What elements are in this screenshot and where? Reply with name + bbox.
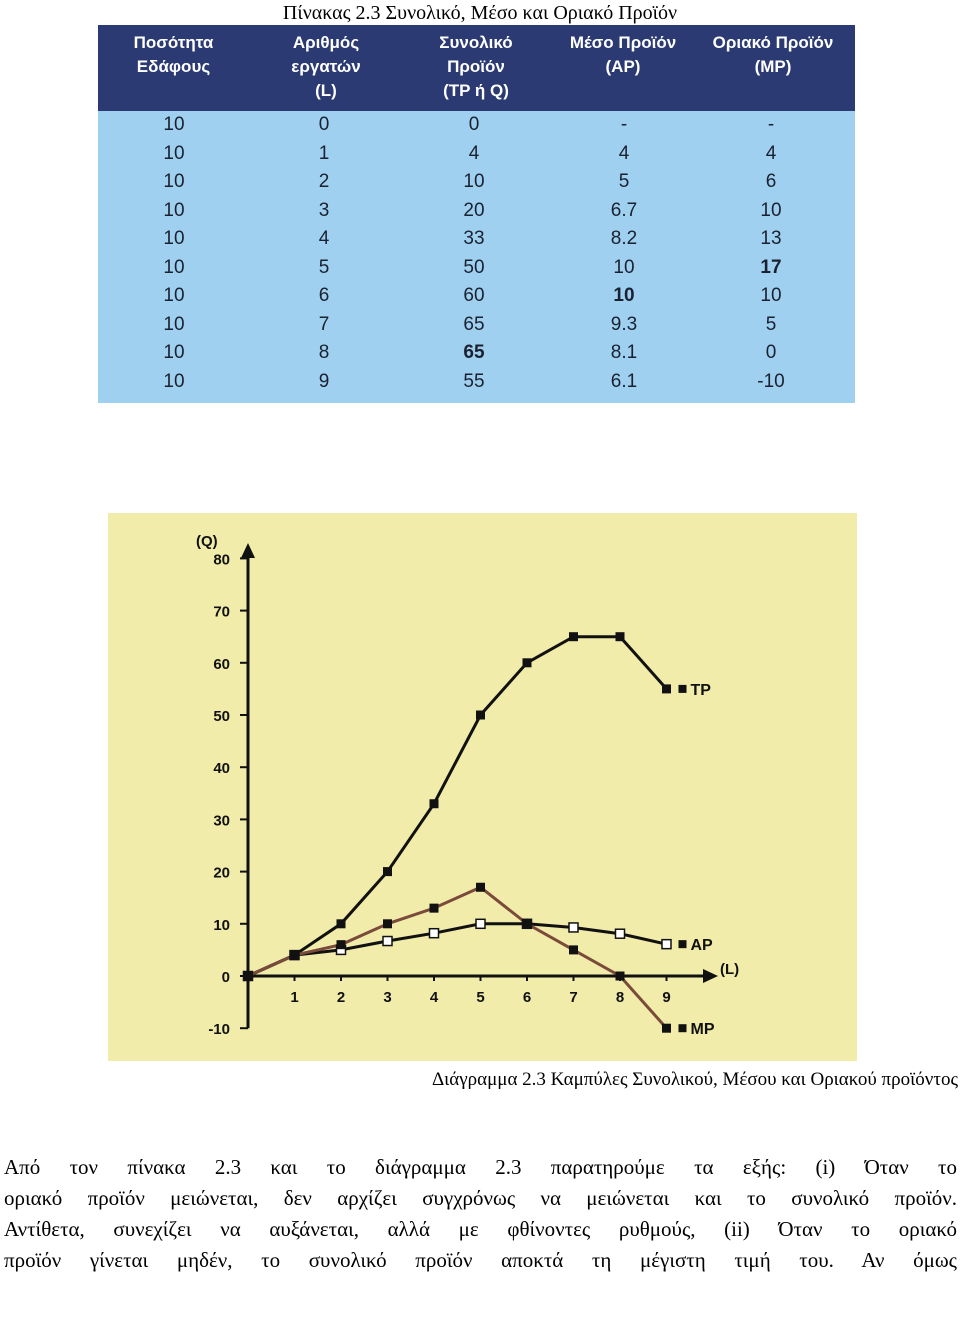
data-point-mp bbox=[662, 1024, 671, 1033]
series-label-ap: AP bbox=[690, 937, 713, 955]
data-point-tp bbox=[337, 919, 346, 928]
table-cell: 3 bbox=[318, 199, 330, 221]
table-cell: 17 bbox=[760, 256, 782, 278]
table-row bbox=[98, 225, 855, 253]
table-cell: 10 bbox=[163, 370, 185, 392]
y-tick-label: 30 bbox=[213, 812, 230, 830]
table-cell: 10 bbox=[760, 285, 782, 306]
data-point-mp bbox=[244, 972, 253, 981]
series-label-tp: TP bbox=[690, 681, 711, 699]
data-point-mp bbox=[290, 951, 299, 960]
table-cell: 8.2 bbox=[610, 228, 638, 249]
x-tick-label: 7 bbox=[569, 989, 578, 1006]
y-tick-label: 50 bbox=[213, 708, 230, 725]
data-point-mp bbox=[476, 883, 485, 892]
x-axis-label: (L) bbox=[720, 961, 740, 978]
data-point-tp bbox=[383, 867, 392, 876]
table-cell: 60 bbox=[463, 285, 485, 306]
paragraph-line: Από τον πίνακα 2.3 και το διάγραμμα 2.3 παρατηρούμε τα εξής: (i) Όταν το bbox=[4, 1155, 957, 1179]
table-cell: 13 bbox=[760, 228, 782, 249]
table-cell: 7 bbox=[318, 313, 330, 335]
y-tick-label: -10 bbox=[208, 1021, 230, 1039]
table-cell: 10 bbox=[613, 285, 635, 306]
table-cell: 55 bbox=[463, 370, 485, 392]
table-row bbox=[98, 368, 855, 396]
table-cell: 65 bbox=[463, 342, 485, 363]
y-axis-label: (Q) bbox=[196, 533, 218, 550]
table-cell: 5 bbox=[618, 171, 630, 192]
table-cell: 33 bbox=[463, 228, 485, 249]
table-cell: 10 bbox=[163, 285, 185, 306]
header-average-product: Μέσο Προϊόν (AP) bbox=[569, 33, 677, 76]
y-tick-label: 10 bbox=[213, 916, 230, 934]
table-header bbox=[98, 25, 855, 111]
table-cell: 10 bbox=[163, 342, 185, 363]
table-cell: 2 bbox=[318, 171, 330, 192]
table-cell: 10 bbox=[163, 142, 185, 164]
table-cell: 10 bbox=[163, 114, 185, 135]
table-cell: 65 bbox=[463, 313, 485, 335]
paragraph-line: προϊόν γίνεται μηδέν, το συνολικό προϊόν αποκτά τη μέγιστη τιμή του. Αν όμως bbox=[4, 1248, 957, 1272]
table-cell: 8.1 bbox=[610, 342, 638, 363]
y-tick-label: 40 bbox=[213, 760, 230, 778]
table-row bbox=[98, 311, 855, 339]
chart-background bbox=[108, 513, 857, 1061]
table-cell: 0 bbox=[468, 114, 480, 135]
chart-caption: Διάγραμμα 2.3 Καμπύλες Συνολικού, Μέσου και Οριακού προϊόντος bbox=[431, 1069, 958, 1090]
table-row bbox=[98, 339, 855, 367]
x-tick-label: 8 bbox=[615, 989, 625, 1006]
header-land: Ποσότητα Εδάφους bbox=[133, 33, 214, 76]
table-cell: 5 bbox=[318, 256, 330, 278]
series-marker-mp bbox=[679, 1024, 687, 1032]
header-total-product: Συνολικό Προϊόν (TP ή Q) bbox=[439, 33, 513, 100]
data-point-ap bbox=[476, 919, 485, 928]
data-point-tp bbox=[476, 711, 485, 720]
data-point-mp bbox=[337, 940, 346, 949]
table-cell: 4 bbox=[765, 142, 777, 164]
data-point-mp bbox=[569, 945, 578, 954]
x-tick-label: 3 bbox=[383, 989, 392, 1006]
y-tick-label: 0 bbox=[221, 969, 230, 986]
table-cell: 1 bbox=[318, 142, 330, 164]
data-point-tp bbox=[430, 799, 439, 808]
table-cell: 0 bbox=[318, 114, 330, 135]
data-point-mp bbox=[383, 919, 392, 928]
table-cell: 9.3 bbox=[610, 313, 638, 335]
x-tick-label: 5 bbox=[476, 989, 485, 1006]
table-cell: 20 bbox=[463, 199, 485, 221]
data-point-tp bbox=[616, 632, 625, 641]
paragraph-line: Αντίθετα, συνεχίζει να αυξάνεται, αλλά με φθίνοντες ρυθμούς, (ii) Όταν το οριακό bbox=[4, 1217, 957, 1241]
table-row bbox=[98, 282, 855, 310]
x-tick-label: 9 bbox=[662, 989, 671, 1006]
table-cell: 10 bbox=[163, 228, 185, 249]
table-cell: 10 bbox=[163, 313, 185, 335]
table-cell: 50 bbox=[463, 256, 485, 278]
table-cell: 10 bbox=[463, 171, 485, 192]
table-cell: 6 bbox=[318, 285, 330, 306]
series-marker-tp bbox=[679, 685, 687, 693]
table-cell: 10 bbox=[163, 256, 185, 278]
table-cell: 8 bbox=[318, 342, 330, 363]
table-cell: 6.7 bbox=[610, 199, 638, 221]
table-cell: 5 bbox=[765, 313, 777, 335]
header-workers: Αριθμός εργατών (L) bbox=[291, 33, 361, 100]
table-cell: 4 bbox=[468, 142, 480, 164]
data-point-tp bbox=[523, 658, 532, 667]
table-caption: Πίνακας 2.3 Συνολικό, Μέσο και Οριακό Προϊόν bbox=[282, 2, 678, 24]
product-table bbox=[98, 25, 855, 403]
x-tick-label: 1 bbox=[290, 989, 299, 1006]
x-tick-label: 2 bbox=[336, 989, 346, 1006]
x-tick-label: 4 bbox=[429, 989, 439, 1006]
data-point-tp bbox=[662, 684, 671, 693]
x-tick-label: 6 bbox=[522, 989, 532, 1006]
table-cell: 4 bbox=[318, 228, 330, 249]
table-cell: 10 bbox=[760, 199, 782, 221]
table-row bbox=[98, 168, 855, 196]
data-point-mp bbox=[616, 972, 625, 981]
series-label-mp: MP bbox=[690, 1021, 715, 1039]
table-row bbox=[98, 111, 855, 139]
paragraph-line: οριακό προϊόν μειώνεται, δεν αρχίζει συγχρόνως να μειώνεται και το συνολικό προϊόν. bbox=[4, 1186, 957, 1210]
header-marginal-product: Οριακό Προϊόν (MP) bbox=[712, 33, 834, 76]
table-cell: - bbox=[620, 114, 628, 135]
table-row bbox=[98, 140, 855, 168]
table-cell: - bbox=[767, 114, 775, 135]
data-point-mp bbox=[430, 904, 439, 913]
data-point-ap bbox=[430, 929, 439, 938]
table-cell: 0 bbox=[765, 342, 777, 363]
data-point-ap bbox=[616, 929, 625, 938]
y-tick-label: 60 bbox=[213, 655, 230, 673]
production-chart bbox=[108, 513, 857, 1061]
data-point-mp bbox=[523, 919, 532, 928]
data-point-ap bbox=[383, 937, 392, 946]
data-point-tp bbox=[569, 632, 578, 641]
table-cell: 9 bbox=[318, 370, 330, 392]
y-tick-label: 70 bbox=[213, 603, 230, 621]
table-cell: 10 bbox=[613, 256, 635, 278]
table-cell: 10 bbox=[163, 199, 185, 221]
body-paragraph bbox=[4, 1152, 957, 1276]
series-marker-ap bbox=[679, 940, 687, 948]
table-cell: -10 bbox=[757, 370, 785, 392]
data-point-ap bbox=[569, 923, 578, 932]
table-cell: 10 bbox=[163, 171, 185, 192]
table-row bbox=[98, 197, 855, 225]
table-cell: 4 bbox=[618, 142, 630, 164]
y-tick-label: 80 bbox=[213, 551, 230, 569]
table-row bbox=[98, 254, 855, 282]
y-tick-label: 20 bbox=[213, 864, 230, 882]
table-cell: 6.1 bbox=[610, 370, 638, 392]
data-point-ap bbox=[662, 940, 671, 949]
table-cell: 6 bbox=[765, 171, 777, 192]
